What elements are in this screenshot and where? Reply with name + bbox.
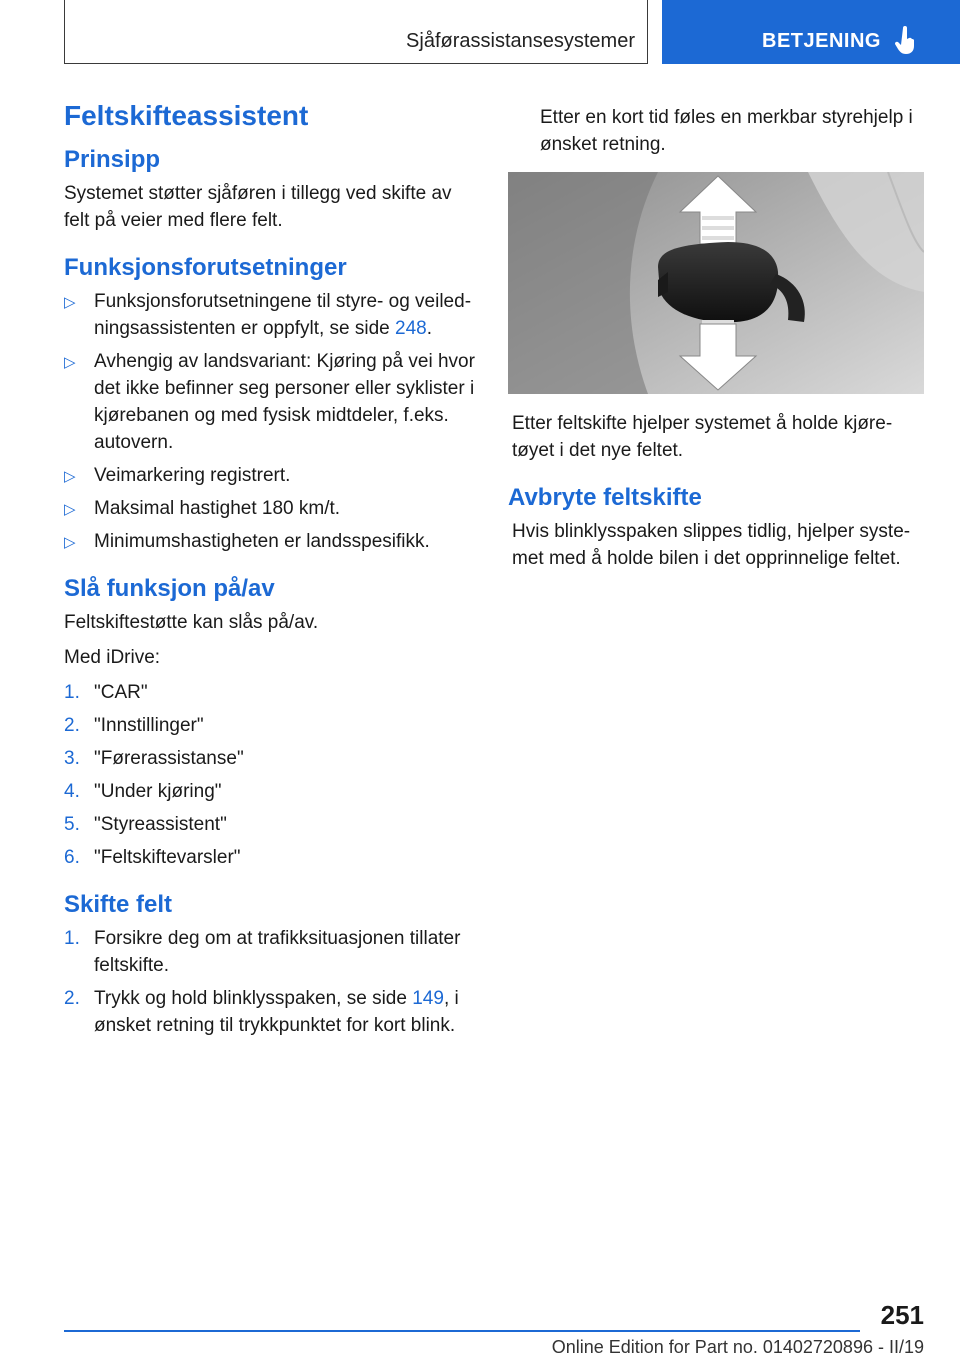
step-number: 3. — [64, 748, 80, 769]
step-item — [64, 844, 480, 871]
step-number: 5. — [64, 814, 80, 835]
list-item — [64, 462, 480, 489]
triangle-bullet-icon: ▷ — [64, 468, 76, 485]
intro-text: Etter en kort tid føles en merkbar styrehjelp i ønsket retning. — [540, 107, 913, 155]
step-text: Forsikre deg om at trafikksituasjonen tillater feltskifte. — [94, 928, 461, 976]
sla-text-1: Feltskiftestøtte kan slås på/av. — [64, 612, 319, 633]
step-text: "Innstillinger" — [94, 715, 204, 736]
step-number: 6. — [64, 847, 80, 868]
section-heading-sla-funksjon: Slå funksjon på/av — [64, 575, 275, 602]
lever-illustration-image — [508, 172, 924, 394]
header-section-box — [64, 0, 648, 64]
section-heading-avbryte-feltskifte: Avbryte feltskifte — [508, 484, 702, 511]
list-item-text-after: . — [426, 318, 432, 339]
step-item — [64, 745, 480, 772]
chapter-tab[interactable] — [662, 0, 960, 64]
page-number: 251 — [880, 1300, 924, 1330]
avbryte-text: Hvis blinklysspaken slippes tidlig, hjelper systemet med å holde bilen i det opprinnelige feltet. — [512, 521, 911, 569]
list-item-text: Avhengig av landsvariant: Kjøring på vei hvor det ikke befinner seg personer eller syklister i kjørebanen og med fysisk midtdeler, f.eks. autovern. — [94, 351, 475, 453]
section-heading-skifte-felt: Skifte felt — [64, 891, 173, 918]
list-item-text: Minimumshastigheten er landsspesifikk. — [94, 531, 430, 552]
list-item — [64, 348, 480, 456]
triangle-bullet-icon: ▷ — [64, 354, 76, 371]
footer-divider — [64, 1330, 860, 1332]
step-number: 2. — [64, 715, 80, 736]
step-text: "Under kjøring" — [94, 781, 222, 802]
footer-edition-text: Online Edition for Part no. 01402720896 - II/19 — [551, 1337, 924, 1357]
triangle-bullet-icon: ▷ — [64, 501, 76, 518]
right-column — [508, 104, 924, 580]
list-item — [64, 288, 480, 342]
page-link[interactable]: 248 — [395, 318, 427, 339]
left-column — [64, 100, 480, 1045]
page-title: Feltskifteassistent — [64, 100, 309, 131]
step-item — [64, 925, 480, 979]
requirements-list — [64, 288, 480, 555]
turn-signal-lever-illustration — [508, 172, 924, 394]
step-item — [64, 811, 480, 838]
triangle-bullet-icon: ▷ — [64, 534, 76, 551]
header-section-title: Sjåførassistansesystemer — [406, 30, 635, 52]
step-number: 1. — [64, 928, 80, 949]
triangle-bullet-icon: ▷ — [64, 294, 76, 311]
step-item — [64, 985, 480, 1039]
step-text: Trykk og hold blinklysspaken, se side — [94, 988, 413, 1009]
step-number: 1. — [64, 682, 80, 703]
list-item-text: Maksimal hastighet 180 km/t. — [94, 498, 341, 519]
lane-change-steps-list — [64, 925, 480, 1039]
section-heading-funksjonsforutsetninger: Funksjonsforutsetninger — [64, 254, 347, 281]
step-item — [64, 712, 480, 739]
prinsipp-text: Systemet støtter sjåføren i tillegg ved skifte av felt på veier med flere felt. — [64, 183, 452, 231]
list-item-text: Funksjonsforutsetningene til styre- og veiledningsassistenten er oppfylt, se side — [94, 291, 472, 339]
step-text: "Feltskiftevarsler" — [94, 847, 241, 868]
section-heading-prinsipp: Prinsipp — [64, 146, 161, 173]
step-item — [64, 679, 480, 706]
idrive-steps-list — [64, 679, 480, 871]
list-item-text: Veimarkering registrert. — [94, 465, 291, 486]
list-item — [64, 495, 480, 522]
figure-caption: Etter feltskifte hjelper systemet å holde kjøretøyet i det nye feltet. — [512, 413, 893, 461]
step-number: 4. — [64, 781, 80, 802]
sla-text-2: Med iDrive: — [64, 647, 161, 668]
step-number: 2. — [64, 988, 80, 1009]
step-text: "CAR" — [94, 682, 148, 703]
pointing-hand-icon — [894, 26, 918, 56]
step-text-after: , i ønsket retning til trykkpunktet for kort blink. — [94, 988, 459, 1036]
step-item — [64, 778, 480, 805]
step-text: "Styreassistent" — [94, 814, 227, 835]
chapter-tab-label: BETJENING — [762, 30, 881, 52]
list-item — [64, 528, 480, 555]
step-text: "Førerassistanse" — [94, 748, 244, 769]
page-link[interactable]: 149 — [412, 988, 444, 1009]
